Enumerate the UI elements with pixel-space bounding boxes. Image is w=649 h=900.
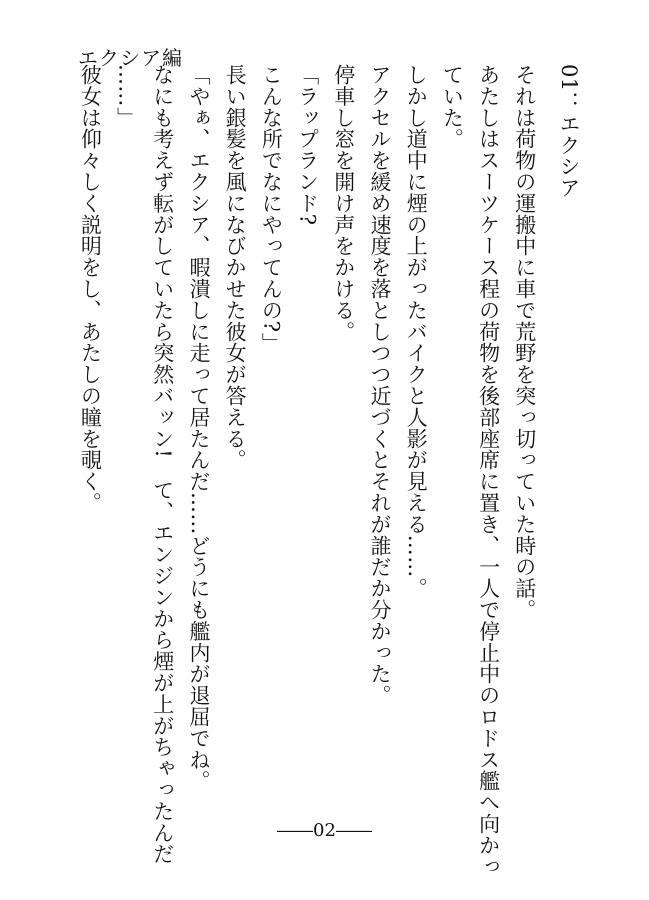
text-line: あたしはスーツケース程の荷物を後部座席に置き、一人で停止中のロドス艦へ向かっ [476,64,501,878]
text-line: なにも考えず転がしていたら突然バッン! て、エンジンから煙が上がちゃったんだ [150,64,175,865]
chapter-title: 01：エクシア [557,64,581,199]
text-line: ていた。 [440,64,465,150]
text-line: ……」 [114,64,139,129]
section-title: エクシア編 [78,46,183,70]
text-line: しかし道中に煙の上がったバイクと人影が見える……。 [404,64,429,599]
text-line: 停車し窓を開け声をかける。 [331,64,356,343]
text-line: 「ラップランド? [295,64,320,226]
text-line: 彼女は仰々しく説明をし、あたしの瞳を覗く。 [78,64,103,514]
text-line: 「やぁ、エクシア、暇潰しに走って居たんだ……どうにも艦内が退屈でね。 [186,64,211,792]
page-number: ――02―― [277,820,372,841]
text-line: こんな所でなにやってんの?」 [259,64,284,354]
text-line: それは荷物の運搬中に車で荒野を突っ切っていた時の話。 [512,64,537,621]
text-line: アクセルを緩め速度を落としつつ近づくとそれが誰だか分かった。 [367,64,392,706]
text-line: 長い銀髪を風になびかせた彼女が答える。 [223,64,248,471]
